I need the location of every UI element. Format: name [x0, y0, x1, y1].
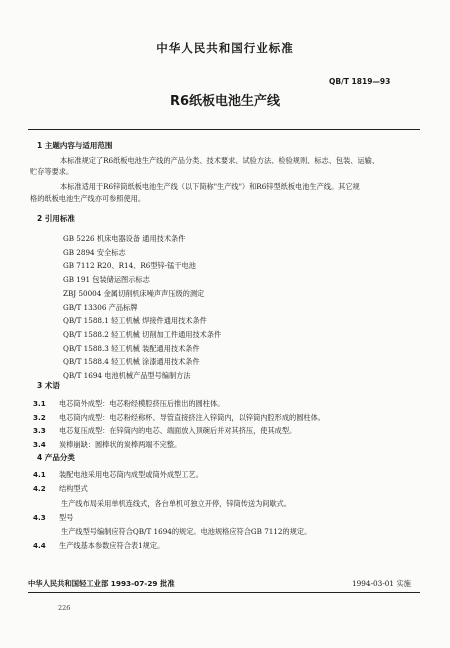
term-list	[33, 397, 325, 451]
term-number: 3.4	[33, 439, 46, 449]
term-item	[33, 397, 325, 411]
term-text: 电芯复压成型：在锌筒内的电芯、端面放入顶碗后并对其挤压，使其成型。	[59, 426, 297, 435]
reference-item: GB 191 包装储运图示标志	[63, 275, 150, 285]
item-number: 4.1	[33, 470, 46, 479]
section-4-heading: 4 产品分类	[37, 453, 75, 462]
standard-code: QB/T 1819—93	[329, 77, 391, 86]
reference-item: ZBJ 50004 金属切削机床噪声声压级的测定	[63, 288, 205, 298]
reference-item: QB/T 1588.1 轻工机械 焊接件通用技术条件	[63, 316, 207, 326]
term-number: 3.3	[33, 426, 46, 435]
reference-item: GB 2894 安全标志	[63, 247, 126, 257]
header-rule	[28, 129, 420, 130]
term-number: 3.1	[33, 399, 46, 408]
item-text: 装配电池采用电芯筒内成型或筒外成型工艺。	[59, 470, 203, 479]
item-4-2	[33, 483, 88, 494]
effective-date: 1994-03-01 实施	[352, 579, 411, 588]
item-text: 生产线基本参数应符合表1规定。	[59, 541, 165, 550]
item-4-3	[33, 512, 73, 523]
footer-rule	[28, 592, 420, 593]
reference-item: QB/T 1588.3 轻工机械 装配通用技术条件	[63, 343, 200, 353]
reference-item: QB/T 1588.4 轻工机械 涂漆通用技术条件	[63, 357, 200, 367]
reference-item: QB/T 1694 电池机械产品型号编制方法	[63, 371, 191, 381]
document-title: R6纸板电池生产线	[169, 94, 281, 109]
item-4-2-body: 生产线布局采用单机连线式，各台单机可独立开停，锌筒传送为间歇式。	[61, 499, 292, 508]
term-item	[33, 438, 325, 452]
reference-item: QB/T 1588.2 轻工机械 切削加工件通用技术条件	[63, 329, 222, 339]
item-number: 4.2	[33, 484, 46, 493]
term-text: 电芯筒外成型：电芯粉经模腔挤压后推出的圆柱体。	[59, 399, 225, 408]
reference-item: GB 5226 机床电器设备 通用技术条件	[63, 234, 186, 243]
reference-list	[63, 232, 221, 383]
section-1-paragraph-2: 本标准适用于R6锌筒纸板电池生产线（以下简称"生产线"）和R6锌型纸板电池生产线。其它规	[60, 182, 360, 191]
section-1-paragraph-2-cont: 格的纸板电池生产线亦可参照使用。	[30, 194, 146, 203]
term-item	[33, 411, 325, 425]
term-text: 炭棒崩缺：圆棒状的炭棒两端不完整。	[59, 439, 182, 449]
term-item	[33, 424, 325, 438]
page-number: 226	[58, 604, 71, 612]
term-text: 电芯筒内成型：电芯粉经称杯、导管直接挤注入锌筒内，以锌筒内腔形成的圆柱体。	[59, 412, 325, 422]
reference-item: GB/T 13306 产品标牌	[63, 302, 138, 312]
item-number: 4.3	[33, 513, 46, 522]
section-2-heading: 2 引用标准	[37, 214, 75, 223]
approval-statement: 中华人民共和国轻工业部 1993-07-29 批准	[28, 579, 175, 588]
section-3-heading: 3 术语	[37, 381, 60, 390]
item-text: 结构型式	[59, 484, 88, 493]
section-1-heading: 1 主题内容与适用范围	[37, 141, 113, 150]
section-1-paragraph-1-cont: 贮存等要求。	[30, 167, 74, 176]
item-number: 4.4	[33, 541, 46, 550]
term-number: 3.2	[33, 412, 46, 422]
item-text: 型号	[59, 513, 74, 522]
item-4-4	[33, 540, 164, 551]
section-1-paragraph-1: 本标准规定了R6纸板电池生产线的产品分类、技术要求、试验方法、检验规则、标志、包装、运输、	[60, 156, 380, 165]
item-4-1	[33, 469, 203, 480]
item-4-3-body: 生产线型号编制应符合QB/T 1694的规定。电池规格应符合GB 7112的规定。	[61, 527, 312, 536]
national-standard-title: 中华人民共和国行业标准	[156, 41, 294, 55]
reference-item: GB 7112 R20、R14、R6型锌-锰干电池	[63, 261, 196, 271]
